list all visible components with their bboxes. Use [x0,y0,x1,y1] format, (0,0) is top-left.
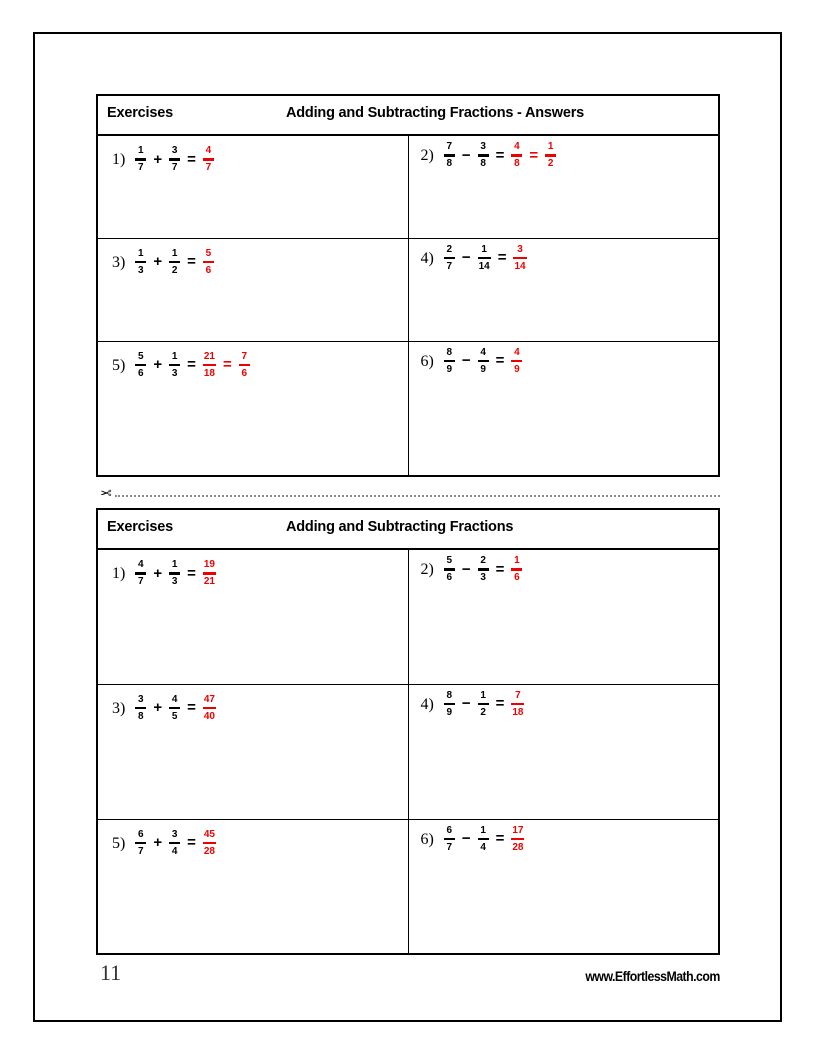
answer-fraction [203,351,216,380]
problem-number: 3) [112,253,126,271]
operator: + [153,699,163,717]
fraction-bar [203,261,214,264]
numerator: 7 [515,689,521,701]
numerator: 2 [480,555,486,566]
exercises-label: Exercises [107,519,173,535]
table-row [97,238,719,341]
answer-fraction [203,694,216,723]
fraction-bar [203,364,216,367]
denominator: 28 [512,841,524,853]
table-row [97,684,719,819]
fraction-bar [511,360,522,363]
equals-sign: = [495,560,505,578]
problem-expression [421,347,526,376]
numerator: 1 [514,555,520,566]
table-row [97,341,719,476]
answer-fraction [511,555,522,584]
fraction-bar [444,154,455,157]
denominator: 2 [171,264,178,276]
numerator: 7 [446,141,453,152]
numerator: 3 [171,145,178,156]
answer-fraction [203,248,214,277]
fraction [478,244,491,273]
fraction-bar [169,707,180,710]
problem-expression [421,555,526,584]
problem-expression [112,829,219,858]
fraction [135,145,146,174]
fraction-bar [545,154,556,157]
numerator: 4 [514,141,520,152]
denominator: 6 [446,572,453,583]
numerator: 1 [480,689,486,701]
fraction-bar [135,261,146,264]
problem-cell-3 [97,684,408,819]
page-footer [96,962,720,998]
problem-expression [112,351,253,380]
answer-fraction [239,351,250,380]
table-row [97,549,719,684]
fraction-bar [478,703,489,706]
denominator: 7 [138,845,144,857]
numerator: 4 [205,145,212,156]
equals-sign: = [495,352,505,370]
fraction [169,351,180,380]
equals-sign: = [187,699,196,717]
fraction [169,694,180,723]
fraction-bar [203,572,216,575]
denominator: 7 [171,162,178,173]
numerator: 7 [241,350,248,362]
worksheet-sheet [96,94,720,955]
equals-sign: = [497,249,507,267]
fraction [444,347,455,376]
equals-sign: = [187,150,196,168]
fraction-bar [478,257,491,260]
numerator: 1 [547,141,554,152]
problem-expression [421,141,560,170]
numerator: 45 [203,828,215,840]
fraction [135,829,146,858]
fraction-bar [203,842,216,845]
fraction-bar [169,572,180,575]
problem-number: 5) [112,834,126,852]
fraction-bar [444,257,455,260]
fraction-bar [444,838,455,841]
equals-sign: = [529,146,539,164]
numerator: 21 [203,350,215,362]
fraction-bar [203,707,216,710]
denominator: 8 [514,158,520,169]
answer-fraction [545,141,556,170]
problem-cell-6 [408,819,719,954]
fraction-bar [444,703,455,706]
answer-fraction [203,145,214,174]
problem-expression [421,244,530,273]
numerator: 1 [481,243,487,255]
table-header-row [97,509,719,549]
operator: − [461,249,471,267]
website-url: www.EffortlessMath.com [585,968,720,984]
fraction [444,244,455,273]
numerator: 47 [203,693,215,705]
numerator: 4 [514,346,520,358]
numerator: 5 [205,247,212,259]
denominator: 4 [171,845,178,857]
problem-expression [112,145,217,174]
fraction-bar [444,568,455,571]
denominator: 9 [446,363,453,375]
numerator: 5 [138,350,144,362]
denominator: 3 [480,572,486,583]
denominator: 3 [138,264,144,276]
problem-expression [112,694,219,723]
fraction-bar [511,703,524,706]
fraction [169,829,180,858]
equals-sign: = [495,146,505,164]
fraction-bar [135,364,146,367]
problem-number: 5) [112,356,126,374]
fraction [444,141,455,170]
denominator: 14 [478,260,490,272]
answer-fraction [203,559,216,588]
denominator: 8 [480,158,486,169]
scissors-icon: ✂ [100,485,112,501]
fraction [444,555,455,584]
numerator: 2 [446,243,453,255]
equals-sign: = [495,695,505,713]
operator: − [461,146,471,164]
fraction [169,559,180,588]
problem-number: 2) [420,561,434,579]
fraction [135,559,146,588]
problem-number: 6) [420,830,434,848]
problem-cell-4 [408,684,719,819]
numerator: 3 [517,243,523,255]
fraction-bar [135,842,146,845]
answer-fraction [511,825,524,854]
page-number: 11 [100,960,122,985]
denominator: 2 [480,706,486,718]
equals-sign: = [187,253,196,271]
fraction-bar [511,154,522,157]
table-header-row [97,95,719,135]
fraction [135,694,146,723]
worksheet-title: Adding and Subtracting Fractions - Answers [286,105,585,121]
table-row [97,819,719,954]
numerator: 4 [171,693,178,705]
denominator: 6 [241,367,248,379]
problem-number: 3) [112,699,126,717]
exercises-label: Exercises [107,105,173,121]
fraction-bar [478,360,489,363]
fraction-bar [478,838,489,841]
fraction [444,825,455,854]
operator: + [153,834,163,852]
problem-cell-4 [408,238,719,341]
denominator: 2 [547,158,554,169]
denominator: 40 [203,710,215,722]
numerator: 5 [446,555,453,566]
problem-number: 2) [420,147,434,165]
operator: − [461,695,471,713]
problem-number: 4) [420,695,434,713]
problem-number: 1) [112,151,126,169]
denominator: 9 [446,706,453,718]
cut-line-row [96,478,720,508]
fraction [478,347,489,376]
answer-fraction [513,244,526,273]
problem-expression [112,559,219,588]
answer-fraction [511,690,524,719]
fraction [478,141,489,170]
fraction-bar [169,364,180,367]
numerator: 1 [138,247,144,259]
fraction [444,690,455,719]
denominator: 4 [480,841,486,853]
operator: − [461,830,471,848]
table-header-cell [97,509,719,549]
numerator: 1 [171,350,178,362]
denominator: 7 [446,260,453,272]
denominator: 14 [514,260,526,272]
denominator: 8 [446,158,453,169]
numerator: 8 [446,346,453,358]
fraction-bar [444,360,455,363]
problem-cell-2 [408,549,719,684]
fraction-bar [203,158,214,161]
numerator: 4 [480,346,486,358]
denominator: 21 [203,576,215,587]
numerator: 19 [203,559,215,570]
numerator: 1 [171,559,178,570]
numerator: 3 [480,141,486,152]
table-row [97,135,719,238]
problem-cell-5 [97,819,408,954]
numerator: 1 [480,824,486,836]
answer-fraction [511,141,522,170]
problem-number: 4) [420,249,434,267]
problem-number: 1) [112,565,126,583]
problem-number: 6) [420,352,434,370]
operator: − [461,352,471,370]
denominator: 7 [138,162,144,173]
fraction-bar [169,261,180,264]
numerator: 3 [138,693,144,705]
worksheet-title: Adding and Subtracting Fractions [286,519,514,535]
denominator: 9 [480,363,486,375]
denominator: 6 [205,264,212,276]
numerator: 8 [446,689,453,701]
worksheet-table-answers [96,94,720,477]
problem-expression [421,690,528,719]
operator: + [153,253,163,271]
table-header-cell [97,95,719,135]
denominator: 7 [446,841,453,853]
operator: − [461,560,471,578]
numerator: 6 [446,824,453,836]
problem-cell-1 [97,549,408,684]
problem-cell-3 [97,238,408,341]
fraction-bar [513,257,526,260]
problem-cell-1 [97,135,408,238]
operator: + [153,150,163,168]
problem-expression [421,825,528,854]
operator: + [153,356,163,374]
denominator: 3 [171,576,178,587]
fraction-bar [135,158,146,161]
denominator: 5 [171,710,178,722]
numerator: 3 [171,828,178,840]
denominator: 7 [205,162,212,173]
fraction [169,145,180,174]
denominator: 8 [138,710,144,722]
fraction [135,248,146,277]
numerator: 4 [138,559,144,570]
equals-sign: = [495,830,505,848]
fraction-bar [169,842,180,845]
numerator: 17 [512,824,524,836]
equals-sign: = [222,356,232,374]
fraction-bar [169,158,180,161]
problem-cell-6 [408,341,719,476]
fraction-bar [239,364,250,367]
denominator: 6 [138,367,144,379]
fraction-bar [478,154,489,157]
fraction-bar [135,707,146,710]
denominator: 7 [138,576,144,587]
problem-expression [112,248,217,277]
equals-sign: = [187,356,196,374]
numerator: 6 [138,828,144,840]
denominator: 28 [203,845,215,857]
problem-cell-5 [97,341,408,476]
equals-sign: = [187,564,196,582]
equals-sign: = [187,834,196,852]
numerator: 1 [171,247,178,259]
denominator: 9 [514,363,520,375]
numerator: 1 [138,145,144,156]
fraction-bar [135,572,146,575]
fraction-bar [478,568,489,571]
fraction-bar [511,838,524,841]
fraction [478,555,489,584]
cut-dotted-line [115,495,720,498]
operator: + [153,564,163,582]
worksheet-table-exercises [96,508,720,955]
fraction-bar [511,568,522,571]
denominator: 18 [512,706,524,718]
problem-cell-2 [408,135,719,238]
fraction [478,825,489,854]
fraction [478,690,489,719]
fraction [169,248,180,277]
fraction [135,351,146,380]
denominator: 18 [203,367,215,379]
answer-fraction [203,829,216,858]
denominator: 6 [514,572,520,583]
denominator: 3 [171,367,178,379]
answer-fraction [511,347,522,376]
